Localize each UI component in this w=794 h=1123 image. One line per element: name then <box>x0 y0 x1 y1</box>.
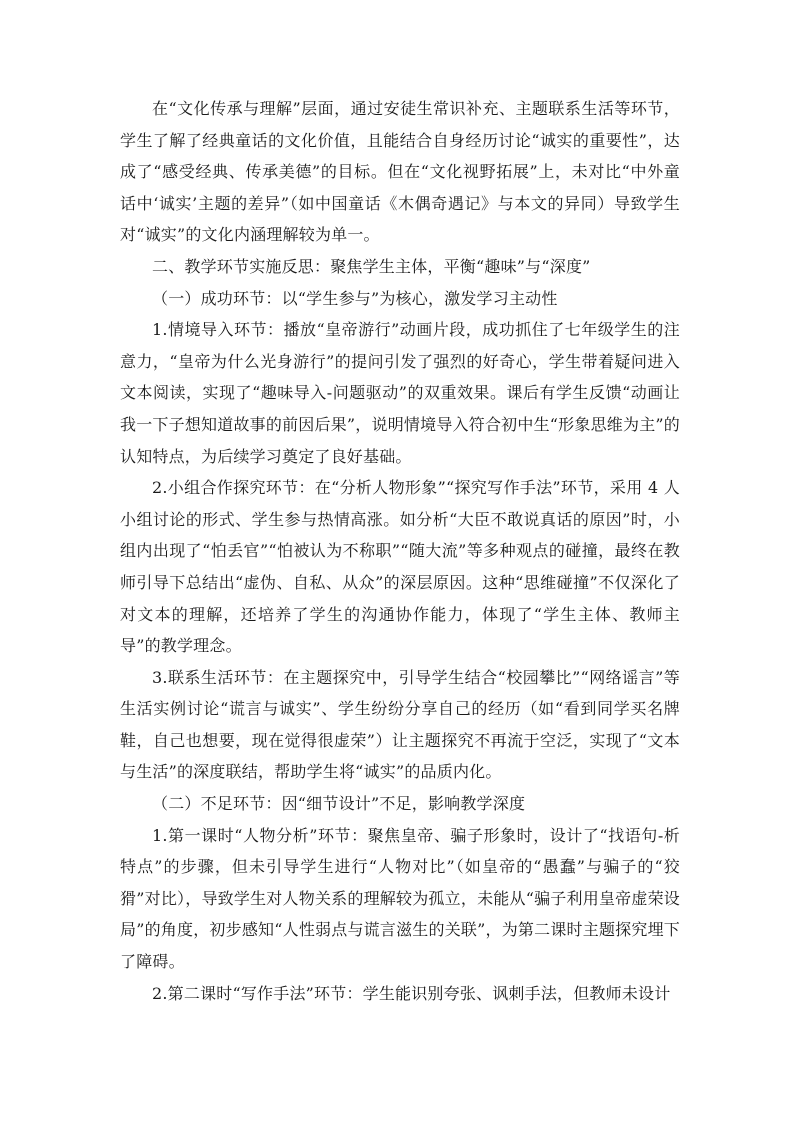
document-page <box>120 93 680 1009</box>
section-heading-teaching-reflection: 二、教学环节实施反思：聚焦学生主体，平衡“趣味”与“深度” <box>152 256 591 276</box>
paragraph-writing-techniques: 2.第二课时“写作手法”环节：学生能识别夸张、讽刺手法，但教师未设计 <box>152 983 671 1003</box>
paragraph-situation-intro: 1.情境导入环节：播放“皇帝游行”动画片段，成功抓住了七年级学生的注意力，“皇帝为什么光身游行”的提问引发了强烈的好奇心，学生带着疑问进入文本阅读，实现了“趣味导入-问题驱动”的双重效果。课后有学生反馈“动画让我一下子想知道故事的前因后果”，说明情境导入符合初中生“形象思维为主”的认知特点，为后续学习奠定了良好基础。 <box>120 320 680 466</box>
paragraph-cultural-heritage: 在“文化传承与理解”层面，通过安徒生常识补充、主题联系生活等环节，学生了解了经典童话的文化价值，且能结合自身经历讨论“诚实的重要性”，达成了“感受经典、传承美德”的目标。但在“文化视野拓展”上，未对比“中外童话中‘诚实’主题的差异”（如中国童话《木偶奇遇记》与本文的异同）导致学生对“诚实”的文化内涵理解较为单一。 <box>120 99 680 245</box>
subheading-shortcomings: （二）不足环节：因“细节设计”不足，影响教学深度 <box>152 794 526 814</box>
subheading-successful-segments: （一）成功环节：以“学生参与”为核心，激发学习主动性 <box>152 288 558 308</box>
paragraph-character-analysis: 1.第一课时“人物分析”环节：聚焦皇帝、骗子形象时，设计了“找语句-析特点”的步骤，但未引导学生进行“人物对比”（如皇帝的“愚蠢”与骗子的“狡猾”对比），导致学生对人物关系的理解较为孤立，未能从“骗子利用皇帝虚荣设局”的角度，初步感知“人性弱点与谎言滋生的关联”，为第二课时主题探究埋下了障碍。 <box>120 825 680 972</box>
paragraph-group-inquiry: 2.小组合作探究环节：在“分析人物形象”“探究写作手法”环节，采用 4 人小组讨论的形式、学生参与热情高涨。如分析“大臣不敢说真话的原因”时，小组内出现了“怕丢官”“怕被认为不称职”“随大流”等多种观点的碰撞，最终在教师引导下总结出“虚伪、自私、从众”的深层原因。这种“思维碰撞”不仅深化了对文本的理解，还培养了学生的沟通协作能力，体现了“学生主体、教师主导”的教学理念。 <box>120 478 680 656</box>
paragraph-life-connection: 3.联系生活环节：在主题探究中，引导学生结合“校园攀比”“网络谣言”等生活实例讨论“谎言与诚实”、学生纷纷分享自己的经历（如“看到同学买名牌鞋，自己也想要，现在觉得很虚荣”）让主题探究不再流于空泛，实现了“文本与生活”的深度联结，帮助学生将“诚实”的品质内化。 <box>120 667 680 782</box>
